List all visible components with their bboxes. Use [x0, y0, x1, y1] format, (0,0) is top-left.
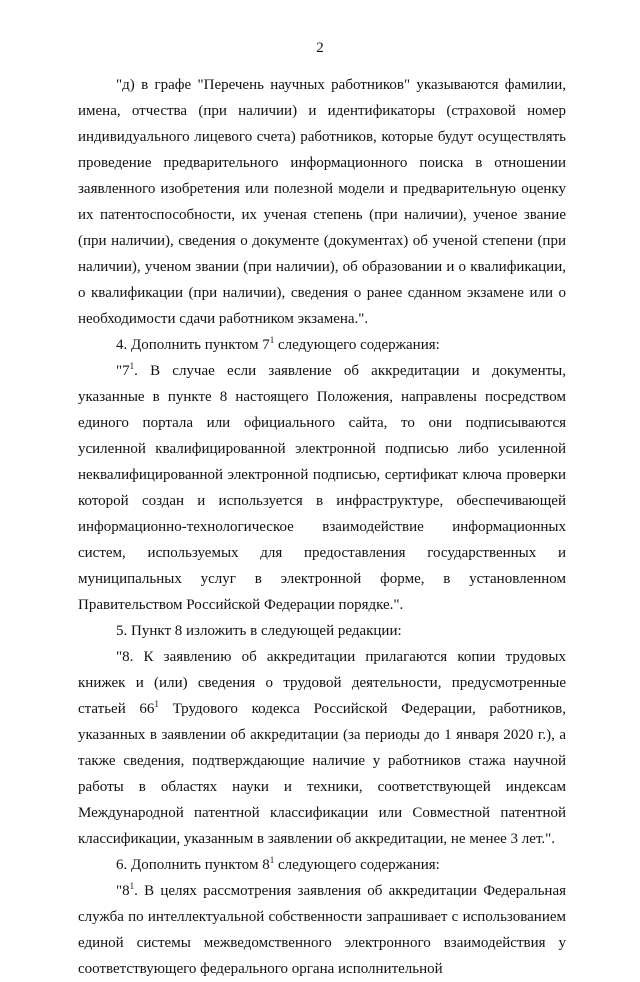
superscript-index: 1	[129, 361, 135, 371]
paragraph-text: "8. К заявлению об аккредитации прилагаются копии трудовых книжек и (или) сведения о трудовой деятельности, предусмотренные статьей 66	[78, 649, 566, 717]
paragraph-amendment-4	[78, 332, 566, 358]
paragraph-text: "7	[116, 363, 130, 379]
superscript-index: 1	[269, 855, 275, 865]
paragraph-clause-7-1	[78, 358, 566, 618]
paragraph-text: 5. Пункт 8 изложить в следующей редакции:	[116, 623, 402, 639]
document-body	[78, 72, 566, 982]
paragraph-text: 6. Дополнить пунктом 8	[116, 857, 270, 873]
paragraph-text: "д) в графе "Перечень научных работников" указываются фамилии, имена, отчества (при наличии) и идентификаторы (страховой номер индивидуального лицевого счета) работников, которые будут осуществлять проведение предварительного информационного поиска в отношении заявленного изобретения или полезной модели и предварительную оценку их патентоспособности, их ученая степень (при наличии), ученое звание (при наличии), сведения о документе (документах) об ученой степени (при наличии), ученом звании (при наличии), об образовании и о квалификации, о квалификации (при наличии), сведения о ранее сданном экзамене или о необходимости сдачи работником экзамена.".	[78, 77, 566, 327]
paragraph-text: . В случае если заявление об аккредитации и документы, указанные в пункте 8 настоящего Положения, направлены посредством единого портала или официального сайта, то они подписываются усиленной квалифицированной электронной подписью либо усиленной неквалифицированной электронной подписью, сертификат ключа проверки которой создан и используется в инфраструктуре, обеспечивающей информационно-технологическое взаимодействие информационных систем, используемых для предоставления государственных и муниципальных услуг в электронной форме, в установленном Правительством Российской Федерации порядке.".	[78, 363, 566, 613]
paragraph-clause-8	[78, 644, 566, 852]
superscript-index: 1	[269, 335, 275, 345]
paragraph-text: 4. Дополнить пунктом 7	[116, 337, 270, 353]
paragraph-text: "8	[116, 883, 130, 899]
paragraph-text: следующего содержания:	[274, 857, 440, 873]
paragraph-item-d	[78, 72, 566, 332]
paragraph-amendment-6	[78, 852, 566, 878]
paragraph-amendment-5	[78, 618, 566, 644]
paragraph-clause-8-1	[78, 878, 566, 982]
paragraph-text: Трудового кодекса Российской Федерации, работников, указанных в заявлении об аккредитации (за периоды до 1 января 2020 г.), а также сведения, подтверждающие наличие у работников стажа научной работы в областях науки и техники, соответствующей индексам Международной патентной классификации или Совместной патентной классификации, указанным в заявлении об аккредитации, не менее 3 лет.".	[78, 701, 566, 847]
paragraph-text: . В целях рассмотрения заявления об аккредитации Федеральная служба по интеллектуальной собственности запрашивает с использованием единой системы межведомственного электронного взаимодействия у соответствующего федерального органа исполнительной	[78, 883, 566, 977]
superscript-index: 1	[129, 881, 135, 891]
superscript-index: 1	[154, 699, 159, 709]
page-number: 2	[316, 40, 324, 56]
paragraph-text: следующего содержания:	[274, 337, 440, 353]
